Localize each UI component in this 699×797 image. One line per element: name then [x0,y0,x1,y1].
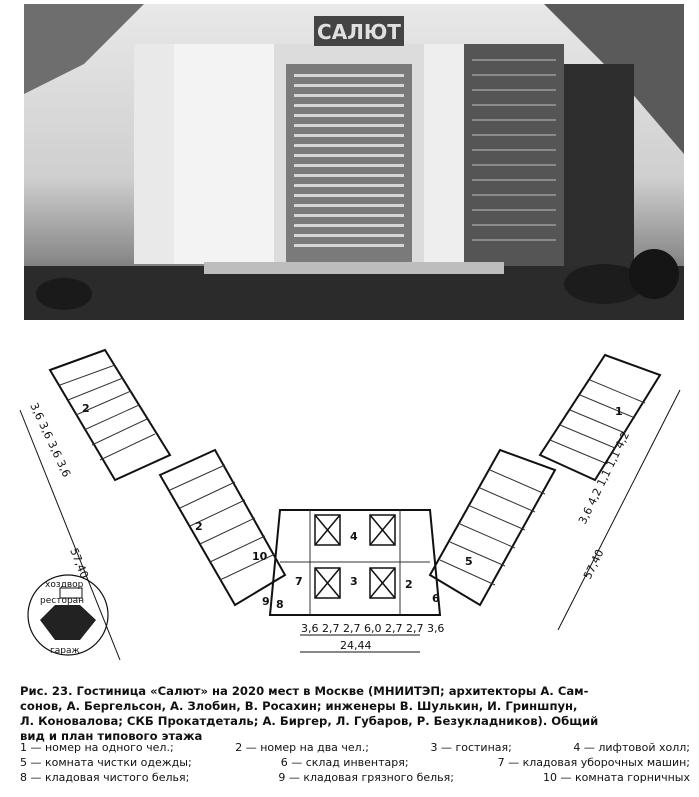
room-left-2: 2 [82,402,90,415]
room-clean-linen: 8 [276,598,284,611]
caption-line-4: вид и план типового этажа [20,729,203,743]
dim-bottom-total: 24,44 [340,639,372,652]
legend-item: 10 — комната горничных [543,771,690,784]
left-inner-wing [160,450,285,605]
hotel-photo-drawing [24,4,684,320]
legend-row-2 [20,755,690,770]
inset-restaurant: ресторан [40,596,85,606]
room-dirty-linen: 9 [262,595,270,608]
left-outer-wing [50,350,170,480]
room-left-inner-2: 2 [195,520,203,533]
legend-item: 4 — лифтовой холл; [573,741,690,754]
caption-line-1: Рис. 23. Гостиница «Салют» на 2020 мест в Москве (МНИИТЭП; архитекторы А. Сам- [20,684,589,698]
legend-item: 2 — номер на два чел.; [235,741,369,754]
caption-line-2: сонов, А. Бергельсон, А. Злобин, В. Росахин; инженеры В. Шулькин, И. Гриншпун, [20,699,578,713]
floor-plan [10,330,690,670]
caption-line-3: Л. Коновалова; СКБ Прокатдеталь; А. Биргер, Л. Губаров, Р. Безукладников). Общий [20,714,599,728]
legend-item: 6 — склад инвентаря; [280,756,409,769]
dim-left-total: 57,40 [67,546,92,581]
floor-plan-drawing [10,330,690,670]
legend-item: 3 — гостиная; [430,741,512,754]
legend [20,740,690,785]
legend-item: 9 — кладовая грязного белья; [278,771,454,784]
dim-left-modules: 3,6 3,6 3,6 3,6 [27,400,74,480]
room-lounge: 3 [350,575,358,588]
dim-bottom-modules: 3,6 2,7 2,7 6,0 2,7 2,7 3,6 [301,622,445,635]
room-center-2: 2 [405,578,413,591]
room-cleaning-store: 7 [295,575,303,588]
legend-item: 8 — кладовая чистого белья; [20,771,190,784]
legend-row-3 [20,770,690,785]
dim-right-total: 57,40 [581,547,607,582]
site-inset [28,575,108,656]
legend-row-1 [20,740,690,755]
hotel-photo [24,4,684,320]
inset-courtyard: хоздвор [45,580,84,590]
room-clothes-cleaning: 5 [465,555,473,568]
legend-item: 5 — комната чистки одежды; [20,756,192,769]
dim-right-modules: 3,6 4,2 1,1 1,1 4,2 [576,429,633,527]
room-lift-hall: 4 [350,530,358,543]
room-right-1: 1 [615,405,623,418]
right-inner-wing [430,450,555,605]
hotel-sign: САЛЮТ [317,20,401,44]
legend-item: 7 — кладовая уборочных машин; [497,756,690,769]
room-inventory: 6 [432,592,440,605]
room-maid: 10 [252,550,268,563]
legend-item: 1 — номер на одного чел.; [20,741,174,754]
figure-caption [20,684,686,744]
inset-garage: гараж [50,646,80,656]
